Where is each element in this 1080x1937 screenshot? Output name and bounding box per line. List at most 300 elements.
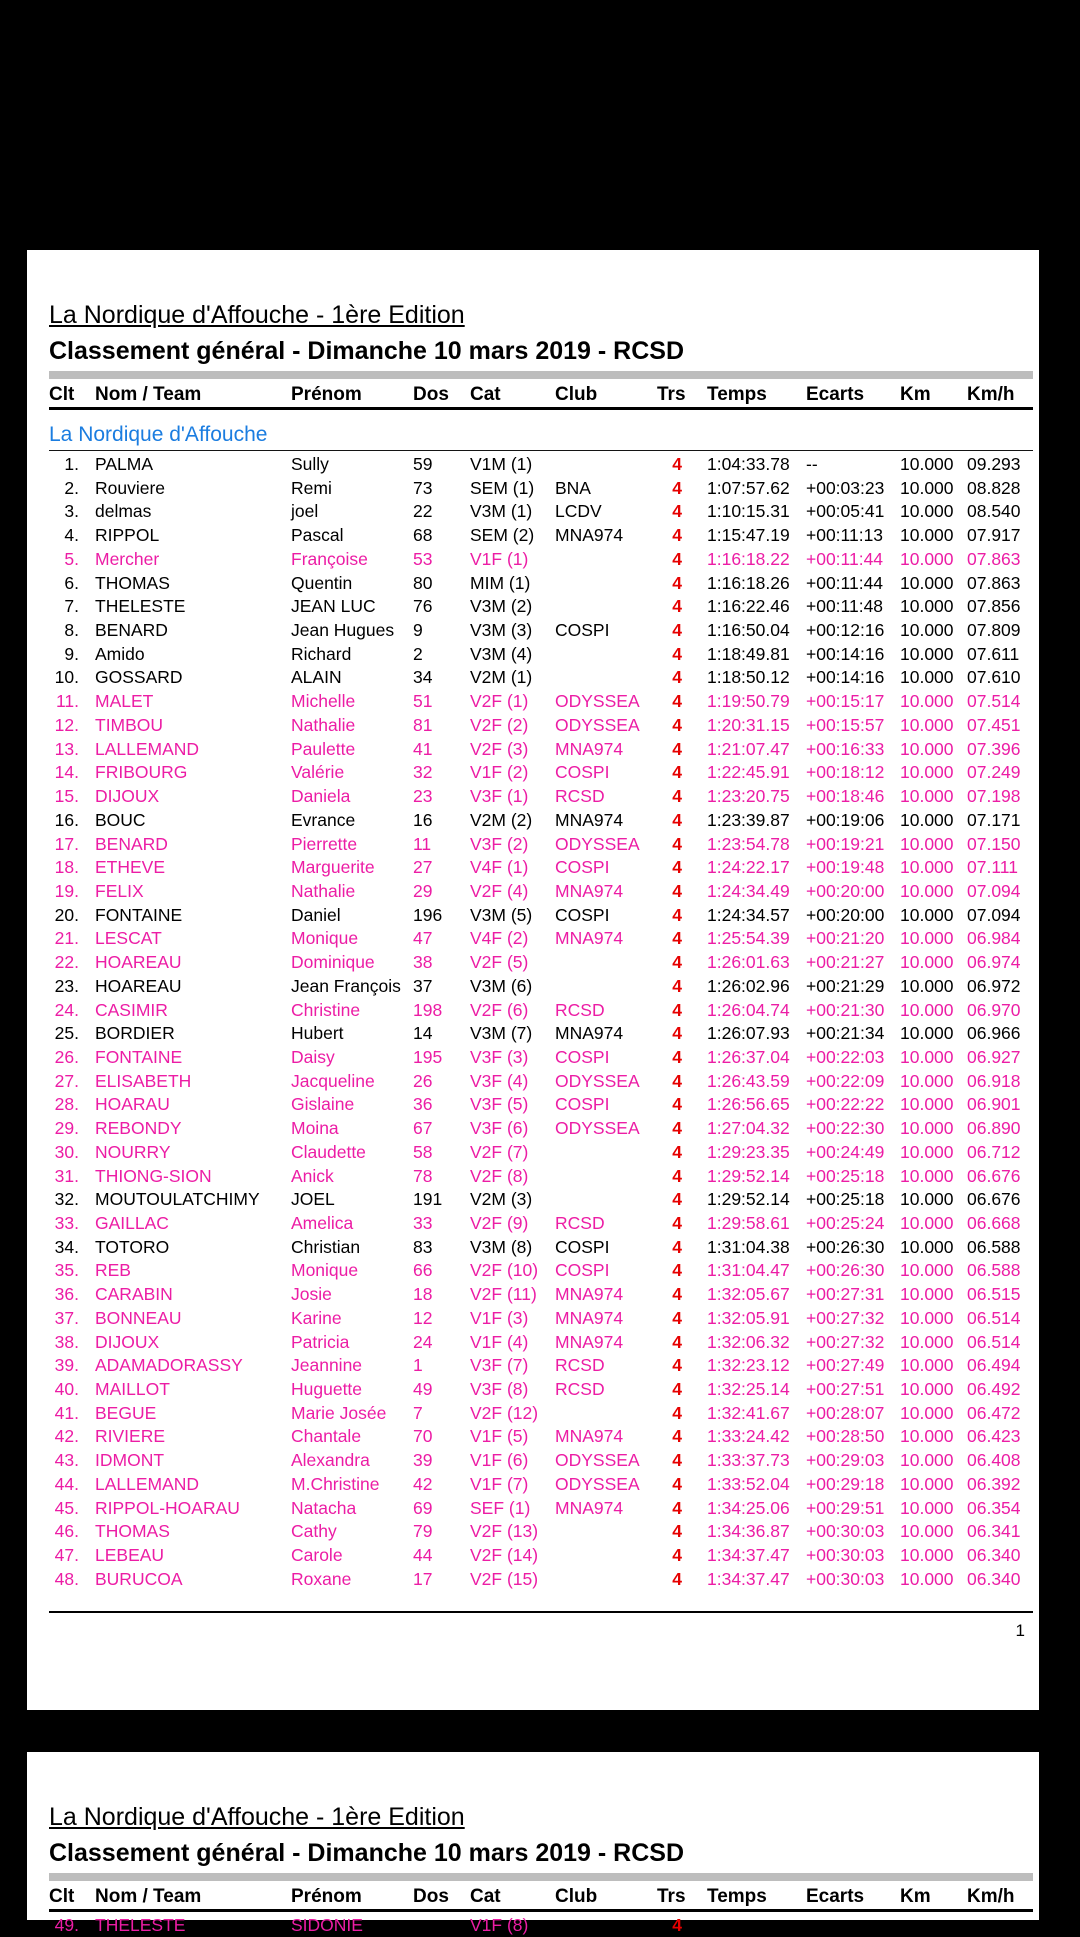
cell-gap: +00:29:51 xyxy=(806,1497,900,1521)
cell-laps: 4 xyxy=(657,690,682,714)
cell-name: BONNEAU xyxy=(79,1307,291,1331)
cell-laps: 4 xyxy=(657,1378,682,1402)
cell-time: 1:32:05.91 xyxy=(682,1307,806,1331)
cell-gap: +00:21:27 xyxy=(806,951,900,975)
cell-laps: 4 xyxy=(657,738,682,762)
cell-club: RCSD xyxy=(555,785,657,809)
cell-laps: 4 xyxy=(657,1544,682,1568)
cell-category: V3M (8) xyxy=(470,1236,555,1260)
cell-club: MNA974 xyxy=(555,1283,657,1307)
table-row xyxy=(49,1497,1033,1521)
cell-laps: 4 xyxy=(657,1473,682,1497)
cell-name: GAILLAC xyxy=(79,1212,291,1236)
cell-bib: 12 xyxy=(413,1307,470,1331)
cell-time: 1:32:06.32 xyxy=(682,1331,806,1355)
table-row xyxy=(49,619,1033,643)
cell-bib: 17 xyxy=(413,1568,470,1592)
cell-club xyxy=(555,572,657,596)
cell-club: ODYSSEA xyxy=(555,833,657,857)
cell-club: COSPI xyxy=(555,1093,657,1117)
cell-firstname: Nathalie xyxy=(291,714,413,738)
cell-name: Amido xyxy=(79,643,291,667)
cell-bib: 69 xyxy=(413,1497,470,1521)
cell-rank: 39. xyxy=(49,1354,79,1378)
table-row xyxy=(49,1378,1033,1402)
cell-category: V3M (4) xyxy=(470,643,555,667)
cell-bib: 38 xyxy=(413,951,470,975)
table-row xyxy=(49,1307,1033,1331)
cell-gap: +00:11:13 xyxy=(806,524,900,548)
cell-club xyxy=(555,975,657,999)
cell-firstname: Daniela xyxy=(291,785,413,809)
cell-category: V3M (1) xyxy=(470,500,555,524)
cell-km: 10.000 xyxy=(900,500,967,524)
cell-firstname: Richard xyxy=(291,643,413,667)
table-row xyxy=(49,975,1033,999)
cell-laps: 4 xyxy=(657,1331,682,1355)
cell-kmh: 06.901 xyxy=(967,1093,1033,1117)
cell-laps: 4 xyxy=(657,833,682,857)
cell-club: LCDV xyxy=(555,500,657,524)
cell-time: 1:34:37.47 xyxy=(682,1568,806,1592)
cell-name: Mercher xyxy=(79,548,291,572)
cell-bib: 42 xyxy=(413,1473,470,1497)
cell-name: THIONG-SION xyxy=(79,1165,291,1189)
cell-rank: 41. xyxy=(49,1402,79,1426)
cell-kmh: 06.974 xyxy=(967,951,1033,975)
cell-km: 10.000 xyxy=(900,1141,967,1165)
cell-category: V2F (12) xyxy=(470,1402,555,1426)
cell-rank: 46. xyxy=(49,1520,79,1544)
cell-time: 1:16:18.22 xyxy=(682,548,806,572)
cell-kmh: 06.492 xyxy=(967,1378,1033,1402)
cell-kmh: 07.611 xyxy=(967,643,1033,667)
cell-club: MNA974 xyxy=(555,809,657,833)
cell-kmh: 06.588 xyxy=(967,1236,1033,1260)
header-km: Km xyxy=(900,382,967,407)
cell-club: MNA974 xyxy=(555,524,657,548)
cell-club: MNA974 xyxy=(555,927,657,951)
cell-gap: +00:29:03 xyxy=(806,1449,900,1473)
cell-category: V1F (5) xyxy=(470,1425,555,1449)
cell-time: 1:19:50.79 xyxy=(682,690,806,714)
cell-kmh: 06.712 xyxy=(967,1141,1033,1165)
table-row xyxy=(49,1520,1033,1544)
cell-bib: 66 xyxy=(413,1259,470,1283)
cell-kmh: 07.863 xyxy=(967,548,1033,572)
cell-gap: +00:14:16 xyxy=(806,643,900,667)
table-row xyxy=(49,856,1033,880)
cell-laps: 4 xyxy=(657,1093,682,1117)
cell-rank: 47. xyxy=(49,1544,79,1568)
cell-club: COSPI xyxy=(555,856,657,880)
table-header-row xyxy=(49,382,1033,407)
header-time: Temps xyxy=(682,1884,806,1909)
cell-gap: +00:30:03 xyxy=(806,1544,900,1568)
cell-time: 1:26:43.59 xyxy=(682,1070,806,1094)
cell-rank: 4. xyxy=(49,524,79,548)
cell-bib: 67 xyxy=(413,1117,470,1141)
cell-kmh: 06.472 xyxy=(967,1402,1033,1426)
cell-gap: +00:22:03 xyxy=(806,1046,900,1070)
cell-km: 10.000 xyxy=(900,1165,967,1189)
cell-firstname: JEAN LUC xyxy=(291,595,413,619)
section-underline xyxy=(49,450,1033,452)
cell-kmh: 06.970 xyxy=(967,999,1033,1023)
header-bib: Dos xyxy=(413,382,470,407)
cell-km: 10.000 xyxy=(900,1188,967,1212)
header-category: Cat xyxy=(470,382,555,407)
cell-time: 1:07:57.62 xyxy=(682,477,806,501)
cell-kmh: 07.610 xyxy=(967,666,1033,690)
cell-name: CASIMIR xyxy=(79,999,291,1023)
cell-kmh: 06.588 xyxy=(967,1259,1033,1283)
cell-firstname: Huguette xyxy=(291,1378,413,1402)
cell-km: 10.000 xyxy=(900,572,967,596)
cell-firstname: Hubert xyxy=(291,1022,413,1046)
table-row xyxy=(49,1188,1033,1212)
cell-gap: +00:30:03 xyxy=(806,1568,900,1592)
cell-rank: 8. xyxy=(49,619,79,643)
cell-firstname: Paulette xyxy=(291,738,413,762)
table-row xyxy=(49,1236,1033,1260)
cell-laps: 4 xyxy=(657,927,682,951)
cell-firstname: Evrance xyxy=(291,809,413,833)
cell-gap: -- xyxy=(806,453,900,477)
cell-laps: 4 xyxy=(657,1425,682,1449)
cell-bib: 2 xyxy=(413,643,470,667)
cell-club: COSPI xyxy=(555,761,657,785)
cell-category: V2M (3) xyxy=(470,1188,555,1212)
cell-laps: 4 xyxy=(657,1259,682,1283)
table-row xyxy=(49,1283,1033,1307)
cell-km: 10.000 xyxy=(900,927,967,951)
cell-name: BORDIER xyxy=(79,1022,291,1046)
cell-km: 10.000 xyxy=(900,477,967,501)
cell-name: REB xyxy=(79,1259,291,1283)
cell-laps: 4 xyxy=(657,477,682,501)
cell-bib: 80 xyxy=(413,572,470,596)
cell-kmh: 07.856 xyxy=(967,595,1033,619)
cell-name: REBONDY xyxy=(79,1117,291,1141)
cell-rank: 28. xyxy=(49,1093,79,1117)
cell-category: SEM (2) xyxy=(470,524,555,548)
cell-bib: 78 xyxy=(413,1165,470,1189)
cell-club: ODYSSEA xyxy=(555,1117,657,1141)
cell-time xyxy=(682,1914,806,1937)
cell-kmh: 07.451 xyxy=(967,714,1033,738)
cell-category: V2F (5) xyxy=(470,951,555,975)
cell-gap xyxy=(806,1914,900,1937)
cell-laps: 4 xyxy=(657,1449,682,1473)
cell-category: V1M (1) xyxy=(470,453,555,477)
table-row xyxy=(49,666,1033,690)
cell-firstname: Jean François xyxy=(291,975,413,999)
cell-rank: 35. xyxy=(49,1259,79,1283)
cell-km: 10.000 xyxy=(900,1354,967,1378)
cell-gap: +00:27:51 xyxy=(806,1378,900,1402)
cell-name: LESCAT xyxy=(79,927,291,951)
cell-category: V2F (13) xyxy=(470,1520,555,1544)
cell-bib xyxy=(413,1914,470,1937)
page1-content xyxy=(27,300,1039,1643)
cell-bib: 58 xyxy=(413,1141,470,1165)
cell-kmh: 07.094 xyxy=(967,904,1033,928)
header-gap: Ecarts xyxy=(806,382,900,407)
table-row xyxy=(49,1070,1033,1094)
cell-km: 10.000 xyxy=(900,1283,967,1307)
cell-gap: +00:22:09 xyxy=(806,1070,900,1094)
cell-rank: 20. xyxy=(49,904,79,928)
cell-name: HOARAU xyxy=(79,1093,291,1117)
results-rows xyxy=(49,453,1033,1592)
cell-rank: 1. xyxy=(49,453,79,477)
cell-time: 1:26:04.74 xyxy=(682,999,806,1023)
cell-club xyxy=(555,951,657,975)
cell-time: 1:25:54.39 xyxy=(682,927,806,951)
page2-content xyxy=(27,1802,1039,1937)
table-row xyxy=(49,572,1033,596)
cell-name: DIJOUX xyxy=(79,1331,291,1355)
cell-bib: 41 xyxy=(413,738,470,762)
cell-gap: +00:15:17 xyxy=(806,690,900,714)
header-laps: Trs xyxy=(657,1884,682,1909)
cell-bib: 7 xyxy=(413,1402,470,1426)
cell-time: 1:27:04.32 xyxy=(682,1117,806,1141)
cell-time: 1:29:23.35 xyxy=(682,1141,806,1165)
gray-divider-bar xyxy=(49,371,1033,379)
cell-rank: 13. xyxy=(49,738,79,762)
cell-kmh: 06.918 xyxy=(967,1070,1033,1094)
cell-km: 10.000 xyxy=(900,714,967,738)
cell-km: 10.000 xyxy=(900,1046,967,1070)
cell-gap: +00:18:46 xyxy=(806,785,900,809)
cell-time: 1:23:20.75 xyxy=(682,785,806,809)
cell-kmh: 06.341 xyxy=(967,1520,1033,1544)
header-club: Club xyxy=(555,382,657,407)
cell-time: 1:29:52.14 xyxy=(682,1165,806,1189)
header-name: Nom / Team xyxy=(79,382,291,407)
cell-bib: 16 xyxy=(413,809,470,833)
cell-kmh: 08.540 xyxy=(967,500,1033,524)
cell-laps: 4 xyxy=(657,1117,682,1141)
cell-kmh: 06.927 xyxy=(967,1046,1033,1070)
cell-category: V3M (6) xyxy=(470,975,555,999)
table-row xyxy=(49,1914,1033,1937)
cell-rank: 37. xyxy=(49,1307,79,1331)
cell-gap: +00:21:30 xyxy=(806,999,900,1023)
cell-name: LALLEMAND xyxy=(79,1473,291,1497)
cell-laps: 4 xyxy=(657,809,682,833)
header-rank: Clt xyxy=(49,382,79,407)
cell-bib: 32 xyxy=(413,761,470,785)
cell-gap: +00:28:07 xyxy=(806,1402,900,1426)
header-firstname: Prénom xyxy=(291,382,413,407)
table-row xyxy=(49,500,1033,524)
cell-firstname: Moina xyxy=(291,1117,413,1141)
cell-km: 10.000 xyxy=(900,1378,967,1402)
cell-bib: 191 xyxy=(413,1188,470,1212)
cell-firstname: Alexandra xyxy=(291,1449,413,1473)
cell-km: 10.000 xyxy=(900,1520,967,1544)
cell-category: V3M (3) xyxy=(470,619,555,643)
cell-laps: 4 xyxy=(657,1307,682,1331)
cell-time: 1:34:37.47 xyxy=(682,1544,806,1568)
cell-rank: 11. xyxy=(49,690,79,714)
cell-gap: +00:20:00 xyxy=(806,880,900,904)
cell-bib: 73 xyxy=(413,477,470,501)
cell-km xyxy=(900,1914,967,1937)
cell-name: THOMAS xyxy=(79,1520,291,1544)
cell-category: V2F (4) xyxy=(470,880,555,904)
cell-firstname: Monique xyxy=(291,927,413,951)
cell-firstname: Quentin xyxy=(291,572,413,596)
cell-laps: 4 xyxy=(657,643,682,667)
cell-gap: +00:03:23 xyxy=(806,477,900,501)
cell-gap: +00:25:24 xyxy=(806,1212,900,1236)
cell-time: 1:26:01.63 xyxy=(682,951,806,975)
cell-name: ETHEVE xyxy=(79,856,291,880)
cell-name: THELESTE xyxy=(79,1914,291,1937)
cell-gap: +00:19:48 xyxy=(806,856,900,880)
cell-bib: 1 xyxy=(413,1354,470,1378)
cell-time: 1:34:36.87 xyxy=(682,1520,806,1544)
table-row xyxy=(49,1141,1033,1165)
cell-laps: 4 xyxy=(657,1070,682,1094)
cell-firstname: Daniel xyxy=(291,904,413,928)
cell-km: 10.000 xyxy=(900,690,967,714)
cell-time: 1:29:52.14 xyxy=(682,1188,806,1212)
cell-bib: 18 xyxy=(413,1283,470,1307)
cell-km: 10.000 xyxy=(900,1473,967,1497)
cell-gap: +00:18:12 xyxy=(806,761,900,785)
cell-category: V3M (5) xyxy=(470,904,555,928)
cell-time: 1:04:33.78 xyxy=(682,453,806,477)
cell-time: 1:26:07.93 xyxy=(682,1022,806,1046)
table-row xyxy=(49,880,1033,904)
cell-firstname: Jacqueline xyxy=(291,1070,413,1094)
cell-gap: +00:05:41 xyxy=(806,500,900,524)
header-bib: Dos xyxy=(413,1884,470,1909)
cell-firstname: Marie Josée xyxy=(291,1402,413,1426)
cell-time: 1:24:22.17 xyxy=(682,856,806,880)
cell-category: V1F (1) xyxy=(470,548,555,572)
cell-firstname: Pascal xyxy=(291,524,413,548)
cell-rank: 32. xyxy=(49,1188,79,1212)
cell-km: 10.000 xyxy=(900,1307,967,1331)
cell-laps: 4 xyxy=(657,904,682,928)
cell-category: V1F (4) xyxy=(470,1331,555,1355)
table-row xyxy=(49,1354,1033,1378)
cell-laps: 4 xyxy=(657,548,682,572)
cell-km: 10.000 xyxy=(900,1497,967,1521)
cell-bib: 68 xyxy=(413,524,470,548)
table-row xyxy=(49,1212,1033,1236)
table-row xyxy=(49,1093,1033,1117)
cell-name: CARABIN xyxy=(79,1283,291,1307)
cell-category: V2F (15) xyxy=(470,1568,555,1592)
cell-time: 1:34:25.06 xyxy=(682,1497,806,1521)
table-row xyxy=(49,1473,1033,1497)
header-gap: Ecarts xyxy=(806,1884,900,1909)
cell-gap: +00:16:33 xyxy=(806,738,900,762)
cell-category: V1F (3) xyxy=(470,1307,555,1331)
cell-club: MNA974 xyxy=(555,1497,657,1521)
cell-km: 10.000 xyxy=(900,453,967,477)
cell-club xyxy=(555,643,657,667)
cell-kmh: 06.984 xyxy=(967,927,1033,951)
cell-rank: 31. xyxy=(49,1165,79,1189)
cell-time: 1:33:24.42 xyxy=(682,1425,806,1449)
cell-firstname: Anick xyxy=(291,1165,413,1189)
cell-rank: 30. xyxy=(49,1141,79,1165)
table-row xyxy=(49,1568,1033,1592)
table-row xyxy=(49,1449,1033,1473)
cell-time: 1:24:34.49 xyxy=(682,880,806,904)
cell-firstname: Nathalie xyxy=(291,880,413,904)
cell-name: LALLEMAND xyxy=(79,738,291,762)
cell-category: V2F (11) xyxy=(470,1283,555,1307)
document-subtitle: Classement général - Dimanche 10 mars 2019 - RCSD xyxy=(49,336,1033,366)
cell-time: 1:32:05.67 xyxy=(682,1283,806,1307)
cell-club: COSPI xyxy=(555,619,657,643)
cell-firstname: Christine xyxy=(291,999,413,1023)
cell-name: RIPPOL xyxy=(79,524,291,548)
cell-bib: 26 xyxy=(413,1070,470,1094)
cell-category: V3F (5) xyxy=(470,1093,555,1117)
page-number: 1 xyxy=(49,1619,1033,1643)
cell-laps: 4 xyxy=(657,880,682,904)
cell-name: BENARD xyxy=(79,619,291,643)
table-row xyxy=(49,453,1033,477)
race-section-title: La Nordique d'Affouche xyxy=(49,422,1033,448)
cell-club: ODYSSEA xyxy=(555,1449,657,1473)
cell-club xyxy=(555,1402,657,1426)
cell-category: V1F (2) xyxy=(470,761,555,785)
cell-club: COSPI xyxy=(555,1046,657,1070)
cell-firstname: Pierrette xyxy=(291,833,413,857)
cell-club: MNA974 xyxy=(555,1425,657,1449)
cell-gap: +00:25:18 xyxy=(806,1165,900,1189)
cell-category: V2F (10) xyxy=(470,1259,555,1283)
cell-category: V3M (2) xyxy=(470,595,555,619)
cell-time: 1:26:37.04 xyxy=(682,1046,806,1070)
cell-rank: 18. xyxy=(49,856,79,880)
cell-name: MOUTOULATCHIMY xyxy=(79,1188,291,1212)
cell-kmh: 06.340 xyxy=(967,1568,1033,1592)
cell-laps: 4 xyxy=(657,524,682,548)
cell-category: V2F (7) xyxy=(470,1141,555,1165)
cell-name: THELESTE xyxy=(79,595,291,619)
cell-time: 1:22:45.91 xyxy=(682,761,806,785)
table-row xyxy=(49,690,1033,714)
table-row xyxy=(49,1022,1033,1046)
cell-name: RIPPOL-HOARAU xyxy=(79,1497,291,1521)
cell-club xyxy=(555,666,657,690)
cell-firstname: Michelle xyxy=(291,690,413,714)
cell-category: V2M (2) xyxy=(470,809,555,833)
cell-rank: 26. xyxy=(49,1046,79,1070)
table-row xyxy=(49,1259,1033,1283)
cell-bib: 49 xyxy=(413,1378,470,1402)
cell-category: SEF (1) xyxy=(470,1497,555,1521)
cell-category: V2F (3) xyxy=(470,738,555,762)
cell-firstname: Dominique xyxy=(291,951,413,975)
cell-firstname: Christian xyxy=(291,1236,413,1260)
table-row xyxy=(49,477,1033,501)
cell-rank: 45. xyxy=(49,1497,79,1521)
table-row xyxy=(49,1544,1033,1568)
